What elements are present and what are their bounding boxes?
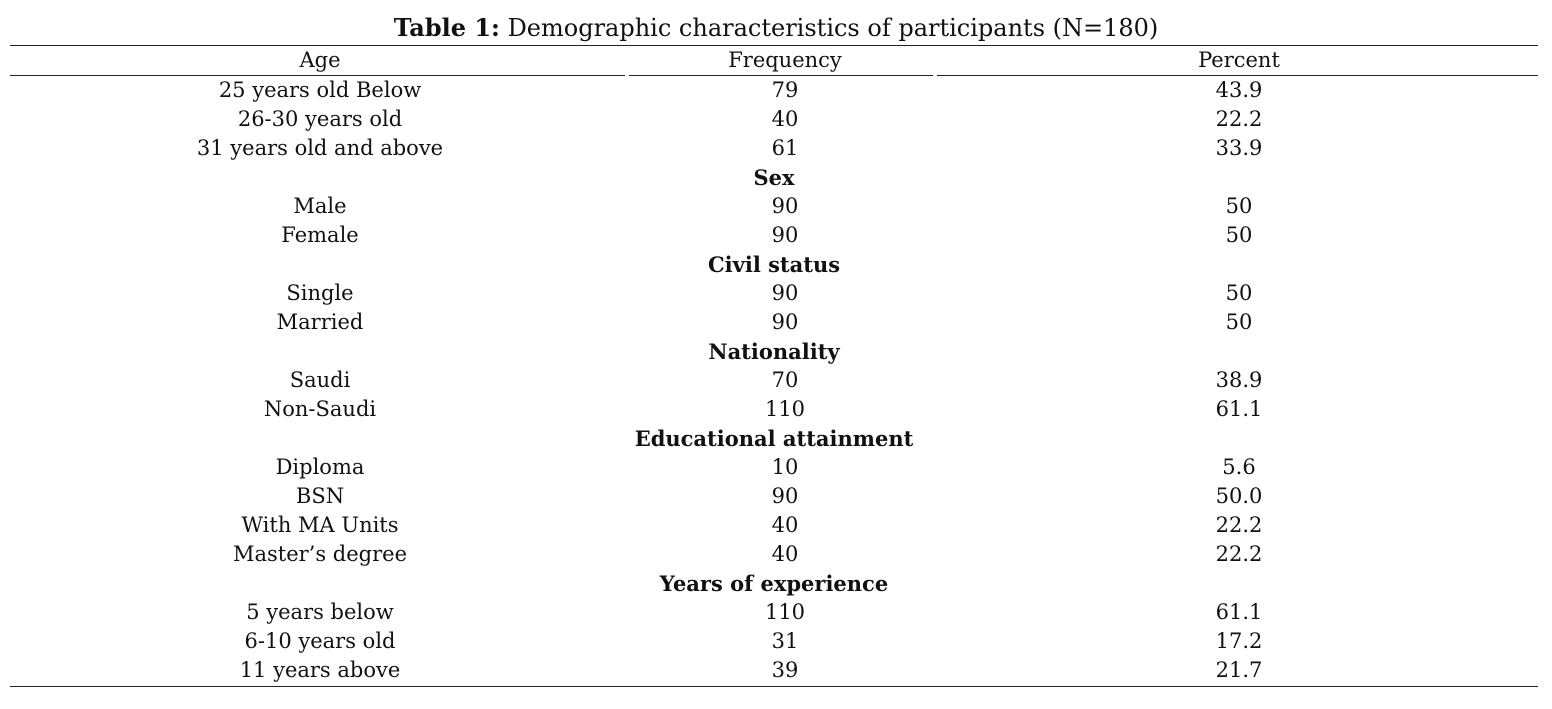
row-percent: 22.2 (1215, 107, 1263, 131)
row-frequency: 90 (771, 194, 799, 218)
row-label: Male (293, 194, 347, 218)
row-label: 6-10 years old (244, 629, 396, 653)
section-header-row (10, 337, 1538, 366)
table-row (10, 308, 1538, 337)
section-header-row (10, 163, 1538, 192)
table-caption (0, 12, 1552, 44)
row-percent: 33.9 (1215, 136, 1263, 160)
row-label: BSN (295, 484, 345, 508)
row-percent: 22.2 (1215, 542, 1263, 566)
row-frequency: 40 (771, 513, 799, 537)
row-label: Female (281, 223, 359, 247)
table-row (10, 598, 1538, 627)
table-bottom-rule (10, 686, 1538, 687)
table-row (10, 366, 1538, 395)
row-label: Master’s degree (232, 542, 408, 566)
column-header-percent: Percent (1198, 48, 1280, 72)
row-label: 26-30 years old (237, 107, 403, 131)
section-title-civil-status: Civil status (707, 252, 841, 277)
row-label: Saudi (289, 368, 351, 392)
section-header-row (10, 250, 1538, 279)
row-frequency: 70 (771, 368, 799, 392)
row-percent: 50 (1225, 223, 1253, 247)
row-frequency: 110 (764, 397, 806, 421)
row-label: 5 years below (246, 600, 394, 624)
table-header-row (10, 46, 1538, 75)
row-percent: 5.6 (1222, 455, 1256, 479)
section-header-row (10, 424, 1538, 453)
row-percent: 61.1 (1215, 600, 1263, 624)
table-row (10, 511, 1538, 540)
row-label: With MA Units (241, 513, 399, 537)
table-row (10, 656, 1538, 685)
row-percent: 61.1 (1215, 397, 1263, 421)
table-body (10, 75, 1538, 685)
row-frequency: 40 (771, 107, 799, 131)
table-row (10, 221, 1538, 250)
section-title-nationality: Nationality (708, 339, 840, 364)
table-row (10, 279, 1538, 308)
table-row (10, 105, 1538, 134)
table-row (10, 75, 1538, 105)
table-row (10, 540, 1538, 569)
row-percent: 22.2 (1215, 513, 1263, 537)
row-frequency: 31 (771, 629, 799, 653)
table-caption-text: Demographic characteristics of participants (N=180) (507, 14, 1159, 42)
row-percent: 21.7 (1215, 658, 1263, 682)
row-frequency: 90 (771, 484, 799, 508)
table-row (10, 482, 1538, 511)
row-label: Diploma (275, 455, 365, 479)
table-row (10, 192, 1538, 221)
section-title-sex: Sex (753, 165, 795, 190)
row-percent: 50 (1225, 194, 1253, 218)
table-row (10, 627, 1538, 656)
row-percent: 17.2 (1215, 629, 1263, 653)
row-frequency: 90 (771, 223, 799, 247)
column-header-age: Age (299, 48, 341, 72)
row-label: Married (276, 310, 364, 334)
row-percent: 43.9 (1215, 78, 1263, 102)
row-label: Single (286, 281, 354, 305)
row-frequency: 90 (771, 310, 799, 334)
row-label: Non-Saudi (263, 397, 377, 421)
row-percent: 38.9 (1215, 368, 1263, 392)
row-frequency: 61 (771, 136, 799, 160)
column-header-frequency: Frequency (728, 48, 842, 72)
row-label: 31 years old and above (196, 136, 444, 160)
row-percent: 50 (1225, 281, 1253, 305)
table-row (10, 395, 1538, 424)
section-title-educational-attainment: Educational attainment (634, 426, 914, 451)
table-row (10, 453, 1538, 482)
demographics-table (10, 46, 1538, 685)
table-caption-label: Table 1: (393, 13, 500, 42)
row-percent: 50.0 (1215, 484, 1263, 508)
section-header-row (10, 569, 1538, 598)
row-percent: 50 (1225, 310, 1253, 334)
row-label: 11 years above (239, 658, 401, 682)
section-title-years-of-experience: Years of experience (659, 571, 889, 596)
row-frequency: 10 (771, 455, 799, 479)
row-label: 25 years old Below (218, 78, 422, 102)
row-frequency: 39 (771, 658, 799, 682)
table-row (10, 134, 1538, 163)
row-frequency: 90 (771, 281, 799, 305)
row-frequency: 79 (771, 78, 799, 102)
row-frequency: 110 (764, 600, 806, 624)
row-frequency: 40 (771, 542, 799, 566)
